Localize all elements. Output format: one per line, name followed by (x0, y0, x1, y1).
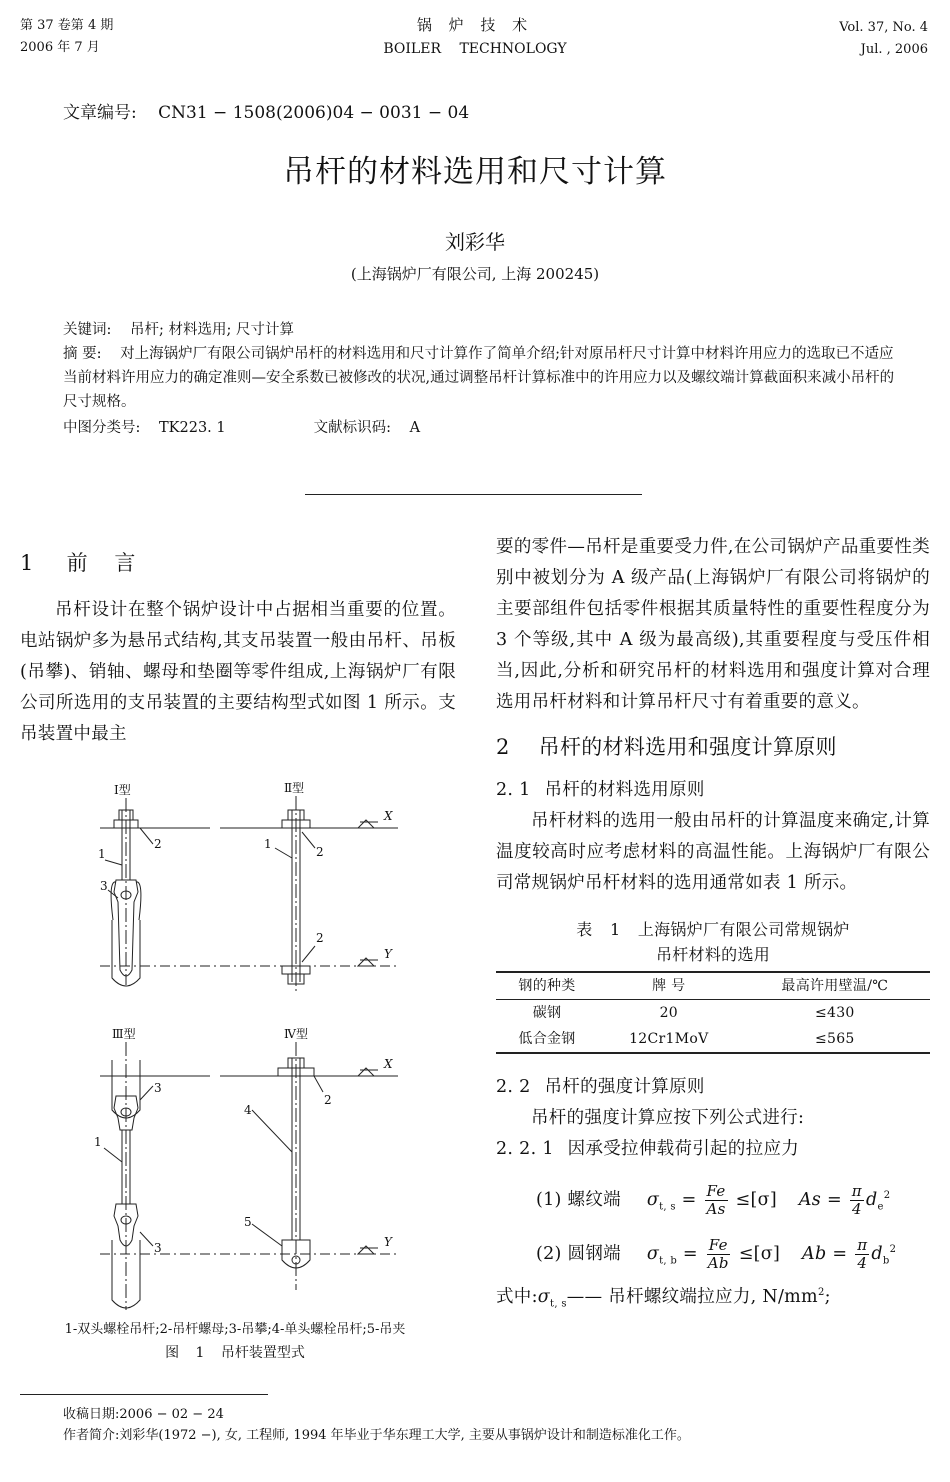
table-row (496, 1000, 930, 1027)
journal-vol-en: Vol. 37, No. 4 (839, 20, 928, 35)
section-2-2-1-title: 因承受拉伸载荷引起的拉应力 (567, 1139, 800, 1159)
section-2-title: 吊杆的材料选用和强度计算原则 (538, 735, 837, 759)
formula-1-numerator: Fe (706, 1181, 726, 1200)
type3-leader-3a (140, 1086, 153, 1100)
table-1-col-steel: 钢的种类 (518, 978, 576, 994)
type4-x-label: X (384, 1057, 393, 1071)
type1-leader-1 (105, 860, 122, 865)
figure-1-caption: 图 1 吊杆装置型式 (165, 1345, 305, 1361)
left-column (20, 548, 456, 750)
where-sigma: σ (537, 1286, 551, 1307)
formula-1-allowable: ≤[σ] (735, 1189, 777, 1210)
journal-name-cn: 锅 炉 技 术 (416, 16, 534, 34)
type2-x-datum (358, 820, 378, 828)
type3-leader-1 (104, 1148, 122, 1162)
where-label: 式中: (496, 1286, 538, 1307)
section-2-1-heading (496, 775, 930, 806)
article-number (63, 98, 469, 123)
formula-1-four: 4 (851, 1199, 862, 1218)
formula-2-pi-fraction (855, 1237, 869, 1272)
table-cell: ≤565 (814, 1031, 855, 1047)
section-2-1-number: 2. 1 (496, 780, 531, 800)
formula-1-sigma-sub: t, s (659, 1201, 676, 1213)
article-number-label: 文章编号: (63, 103, 137, 123)
table-row (496, 1026, 930, 1053)
formula-2-allowable: ≤[σ] (738, 1243, 781, 1264)
journal-date: 2006 年 7 月 (20, 40, 100, 55)
classification-line (63, 416, 903, 440)
doc-code-label: 文献标识码: (313, 420, 391, 436)
formula-1-d: d (865, 1189, 878, 1210)
where-line (496, 1277, 930, 1319)
journal-date-en: Jul. , 2006 (860, 42, 928, 57)
figure-1-drawing (20, 770, 460, 1330)
formula-2-label: (2) 圆钢端 (536, 1243, 621, 1264)
formula-2-pi: π (857, 1235, 868, 1254)
abstract-text: 对上海锅炉厂有限公司锅炉吊杆的材料选用和尺寸计算作了简单介绍;针对原吊杆尺寸计算中材料许用应力的选取已不适应当前材料许用应力的确定准则—安全系数已被修改的状况,通过调整吊杆计算标准中的许用应力以及螺纹端计算截面积来减小吊杆的尺寸规格。 (63, 346, 895, 410)
table-1-header-row (496, 972, 930, 1000)
formula-1-pi: π (851, 1181, 862, 1200)
where-sigma-sub: t, s (550, 1298, 567, 1310)
type2-label: Ⅱ型 (284, 781, 305, 795)
formula-2-numerator: Fe (708, 1235, 728, 1254)
footnote-bio: 作者简介:刘彩华(1972 −), 女, 工程师, 1994 年毕业于华东理工大学, 主要从事锅炉设计和制造标准化工作。 (63, 1428, 690, 1443)
formula-1-fraction (705, 1183, 728, 1218)
where-end: ; (824, 1286, 831, 1307)
table-1-title (496, 917, 930, 967)
type4-y-datum (358, 1246, 378, 1254)
section-2-2-paragraph: 吊杆的强度计算应按下列公式进行: (531, 1108, 805, 1128)
table-1-title-line1: 表 1 上海锅炉厂有限公司常规锅炉 (576, 920, 850, 939)
type2-leader-1 (275, 848, 292, 858)
formula-2-four: 4 (857, 1253, 868, 1272)
section-2-1-title: 吊杆的材料选用原则 (544, 780, 705, 800)
type4-y-label: Y (384, 1235, 392, 1249)
formula-1-square: 2 (883, 1190, 891, 1201)
type3-label: Ⅲ型 (112, 1027, 136, 1041)
formula-1-d-sub: e (877, 1201, 884, 1213)
type2-callout-2a: 2 (316, 845, 324, 859)
section-2-number: 2 (496, 735, 510, 759)
type2-y-label: Y (384, 947, 392, 961)
type3-callout-3b: 3 (154, 1241, 162, 1255)
abstract-label: 摘 要: (63, 346, 102, 362)
formula-1: (1) 螺纹端 $\sigma_{t, s}$ = $\frac{Fe}{As}$ ≤[σ] As = $\frac{\pi}{4}$ $d_e^2$ (536, 1181, 891, 1218)
keywords-label: 关键词: (63, 322, 112, 338)
table-1-col-grade: 牌 号 (652, 978, 686, 994)
abstract-divider (305, 494, 642, 495)
section-2-heading (496, 732, 930, 763)
formula-2-d: d (871, 1243, 883, 1264)
right-column (496, 532, 930, 1319)
table-cell: ≤430 (814, 1005, 855, 1021)
type2-y-datum (358, 958, 378, 966)
section-1-paragraph: 吊杆设计在整个锅炉设计中占据相当重要的位置。电站锅炉多为悬吊式结构,其支吊装置一般由吊杆、吊板(吊攀)、销轴、螺母和垫圈等零件组成,上海锅炉厂有限公司所选用的支吊装置的主要结构型式如图 1 所示。支吊装置中最主 (20, 600, 456, 744)
type4-leader-2 (314, 1076, 323, 1092)
type4-callout-4: 4 (244, 1103, 252, 1117)
type4-label: Ⅳ型 (284, 1027, 308, 1041)
section-2-2-1-heading (496, 1134, 930, 1165)
formula-2-sigma: σ (646, 1243, 660, 1264)
formula-1-denominator: As (706, 1199, 726, 1218)
section-2-2-heading (496, 1072, 930, 1103)
section-2-2-number: 2. 2 (496, 1077, 531, 1097)
where-sup: 2 (817, 1287, 825, 1298)
paper-title: 吊杆的材料选用和尺寸计算 (283, 154, 667, 190)
abstract-block (63, 318, 903, 440)
keywords-value: 吊杆; 材料选用; 尺寸计算 (130, 322, 294, 338)
formula-1-label: (1) 螺纹端 (536, 1189, 621, 1210)
article-number-value: CN31 − 1508(2006)04 − 0031 − 04 (158, 103, 470, 123)
abstract-line (63, 342, 903, 414)
table-1-title-line2: 吊杆材料的选用 (655, 945, 771, 964)
formula-2: (2) 圆钢端 $\sigma_{t, b}$ = $\frac{Fe}{Ab}$ ≤[σ] Ab = $\frac{\pi}{4}$ $d_b^2$ (536, 1235, 897, 1272)
figure-1-legend: 1-双头螺栓吊杆;2-吊杆螺母;3-吊攀;4-单头螺栓吊杆;5-吊夹 (64, 1322, 406, 1337)
where-text: —— 吊杆螺纹端拉应力, N/mm (566, 1286, 818, 1307)
type1-leader-3 (108, 890, 118, 898)
type4-callout-2: 2 (324, 1093, 332, 1107)
table-cell: 碳钢 (532, 1005, 562, 1021)
section-2-1-paragraph: 吊杆材料的选用一般由吊杆的计算温度来确定,计算温度较高时应考虑材料的高温性能。上海锅炉厂有限公司常规锅炉吊杆材料的选用通常如表 1 所示。 (496, 811, 930, 893)
type1-callout-3: 3 (100, 879, 108, 893)
section-1-continued: 要的零件—吊杆是重要受力件,在公司锅炉产品重要性类别中被划分为 A 级产品(上海锅炉厂有限公司将锅炉的主要部组件包括零件根据其质量特性的重要性程度分为 3 个等级,其中 A 级为最高级),其重要程度与受压件相当,因此,分析和研究吊杆的材料选用和强度计算对合理选用吊杆材料和计算吊杆尺寸有着重要的意义。 (496, 537, 930, 712)
footnote-received: 收稿日期:2006 − 02 − 24 (63, 1407, 224, 1422)
formula-1-area-lhs: As = (798, 1189, 842, 1210)
formula-2-sigma-sub: t, b (659, 1255, 678, 1267)
formula-2-denominator: Ab (707, 1253, 729, 1272)
type2-x-label: X (384, 809, 393, 823)
footnote-divider (20, 1394, 268, 1395)
type1-callout-1: 1 (98, 847, 106, 861)
figure-1 (20, 770, 460, 1370)
type3-callout-3a: 3 (154, 1081, 162, 1095)
author-affiliation: (上海锅炉厂有限公司, 上海 200245) (350, 265, 600, 283)
type4-x-datum (358, 1068, 378, 1076)
type3-leader-3b (140, 1232, 153, 1246)
formula-2-d-sub: b (882, 1255, 890, 1267)
type4-leader-5 (252, 1224, 282, 1246)
table-1 (496, 971, 930, 1054)
type1-label: Ⅰ型 (114, 783, 131, 797)
section-1-heading (20, 548, 456, 579)
type4-callout-5: 5 (244, 1215, 252, 1229)
classification-label: 中图分类号: (63, 420, 141, 436)
type2-leader-2a (302, 832, 315, 848)
section-1-number: 1 (20, 551, 34, 575)
section-2-2-title: 吊杆的强度计算原则 (544, 1077, 705, 1097)
type2-callout-1: 1 (264, 837, 272, 851)
journal-volume: 第 37 卷第 4 期 (20, 18, 114, 33)
section-1-title: 前 言 (66, 551, 146, 575)
keywords-line (63, 318, 903, 342)
formula-2-square: 2 (889, 1244, 897, 1255)
doc-code-value: A (409, 420, 421, 436)
journal-name-en: BOILER TECHNOLOGY (383, 41, 567, 57)
type2-leader-2b (302, 946, 315, 962)
table-cell: 12Cr1MoV (629, 1031, 709, 1047)
classification-value: TK223. 1 (159, 420, 226, 436)
formula-2-fraction (706, 1237, 731, 1272)
formula-1-sigma: σ (646, 1189, 660, 1210)
formula-2-area-lhs: Ab = (802, 1243, 848, 1264)
type2-callout-2b: 2 (316, 931, 324, 945)
table-1-col-temp: 最高许用壁温/℃ (781, 978, 889, 994)
table-cell: 20 (659, 1005, 678, 1021)
formula-1-pi-fraction (850, 1183, 864, 1218)
table-cell: 低合金钢 (518, 1031, 576, 1047)
author-name: 刘彩华 (445, 230, 505, 254)
footnote (63, 1404, 690, 1446)
type1-callout-2: 2 (154, 837, 162, 851)
type3-callout-1: 1 (94, 1135, 102, 1149)
section-2-2-1-number: 2. 2. 1 (496, 1139, 554, 1159)
type4-leader-4 (252, 1110, 292, 1152)
type1-leader-2 (140, 828, 153, 844)
